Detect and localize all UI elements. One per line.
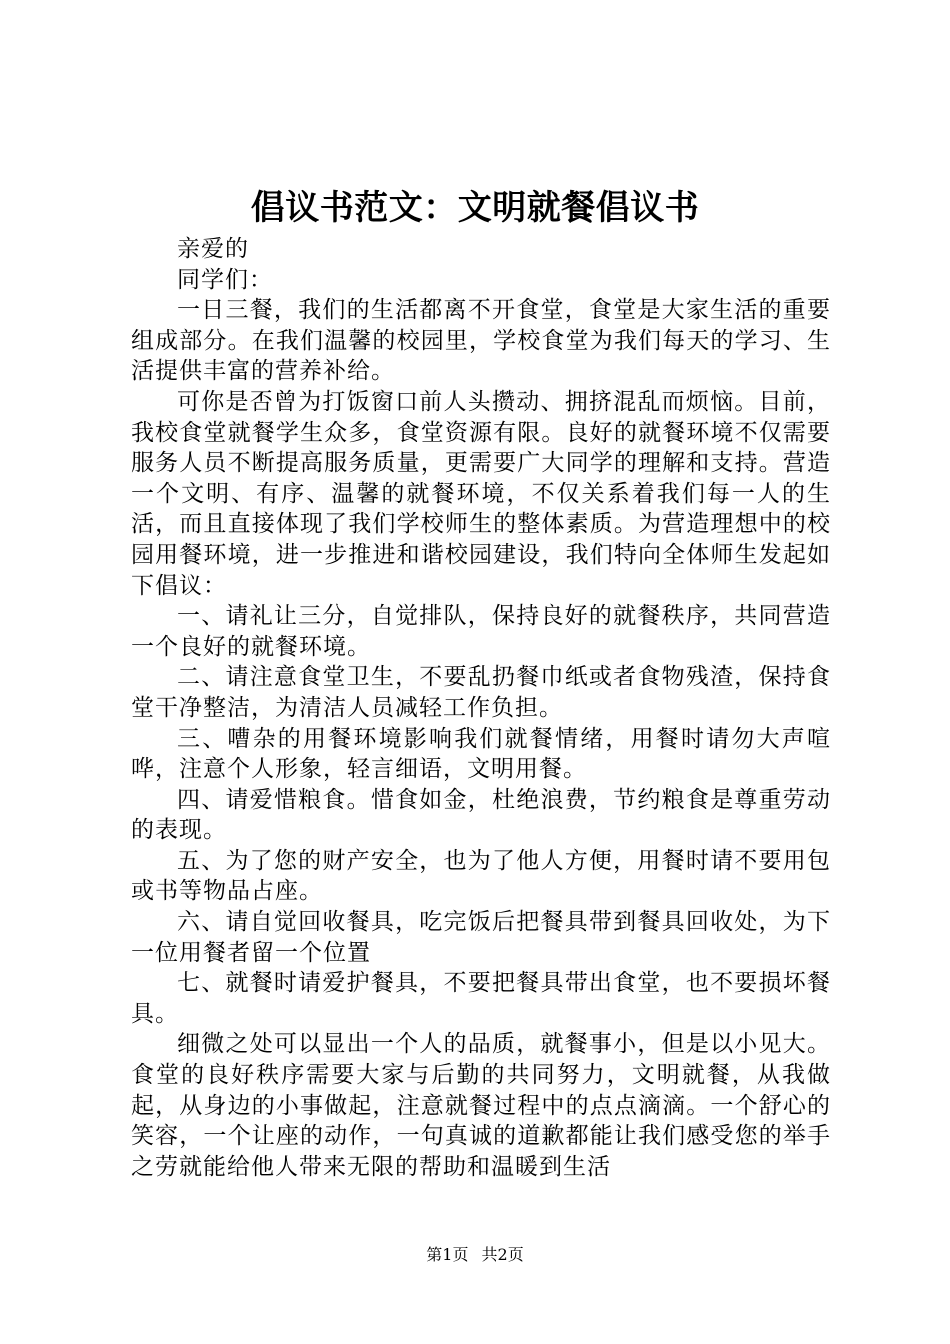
page-number: 第1页 bbox=[426, 1245, 469, 1264]
paragraph: 细微之处可以显出一个人的品质，就餐事小，但是以小见大。食堂的良好秩序需要大家与后勤的共同努力，文明就餐，从我做起，从身边的小事做起，注意就餐过程中的点点滴滴。一个舒心的笑容，一个让座的动作，一句真诚的道歉都能让我们感受您的举手之劳就能给他人带来无限的帮助和温暖到生活 bbox=[131, 1031, 831, 1180]
document-body bbox=[131, 234, 831, 1182]
paragraph: 三、嘈杂的用餐环境影响我们就餐情绪，用餐时请勿大声喧哗，注意个人形象，轻言细语，文明用餐。 bbox=[131, 725, 831, 783]
paragraph: 一日三餐，我们的生活都离不开食堂，食堂是大家生活的重要组成部分。在我们温馨的校园里，学校食堂为我们每天的学习、生活提供丰富的营养补给。 bbox=[131, 297, 831, 385]
greeting-line: 同学们： bbox=[177, 266, 273, 293]
paragraph: 四、请爱惜粮食。惜食如金，杜绝浪费，节约粮食是尊重劳动的表现。 bbox=[131, 786, 831, 844]
document-title: 倡议书范文：文明就餐倡议书 bbox=[250, 188, 700, 228]
paragraph: 六、请自觉回收餐具，吃完饭后把餐具带到餐具回收处，为下一位用餐者留一个位置 bbox=[131, 909, 831, 966]
page-count: 共2页 bbox=[481, 1245, 524, 1264]
paragraph: 五、为了您的财产安全，也为了他人方便，用餐时请不要用包或书等物品占座。 bbox=[131, 847, 831, 905]
page-footer bbox=[0, 1244, 950, 1266]
paragraph: 一、请礼让三分，自觉排队，保持良好的就餐秩序，共同营造一个良好的就餐环境。 bbox=[131, 603, 831, 660]
paragraph: 可你是否曾为打饭窗口前人头攒动、拥挤混乱而烦恼。目前，我校食堂就餐学生众多，食堂资源有限。良好的就餐环境不仅需要服务人员不断提高服务质量，更需要广大同学的理解和支持。营造一个文明、有序、温馨的就餐环境，不仅关系着我们每一人的生活，而且直接体现了我们学校师生的整体素质。为营造理想中的校园用餐环境，进一步推进和谐校园建设，我们特向全体师生发起如下倡议： bbox=[131, 388, 831, 599]
greeting-line: 亲爱的 bbox=[177, 236, 249, 262]
paragraph: 二、请注意食堂卫生，不要乱扔餐巾纸或者食物残渣，保持食堂干净整洁，为清洁人员减轻工作负担。 bbox=[131, 664, 831, 721]
paragraph: 七、就餐时请爱护餐具，不要把餐具带出食堂，也不要损坏餐具。 bbox=[131, 970, 831, 1027]
